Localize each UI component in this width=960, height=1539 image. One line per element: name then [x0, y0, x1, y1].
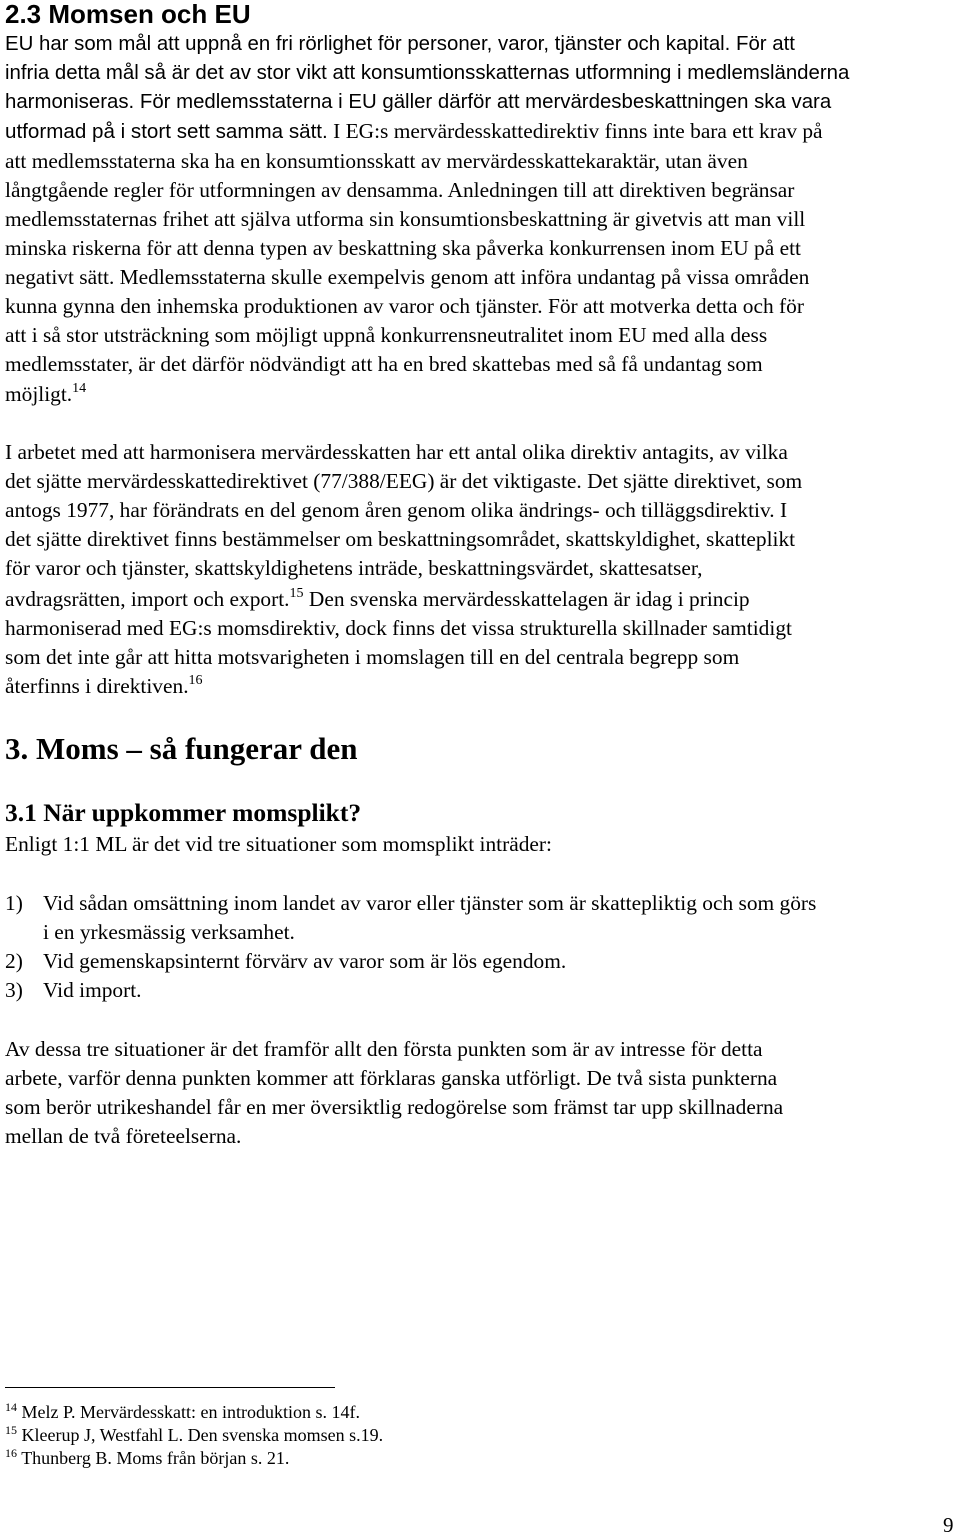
- paragraph-line: [5, 381, 86, 407]
- paragraph-text: kunna gynna den inhemska produktionen av varor och tjänster.: [5, 294, 543, 318]
- paragraph-line: arbete, varför denna punkten kommer att förklaras ganska utförligt. De två sista punkterna: [5, 1066, 778, 1090]
- paragraph-line: [5, 293, 804, 319]
- footnote-text: Kleerup J, Westfahl L. Den svenska momsen s.19.: [21, 1425, 384, 1445]
- footnote-separator: [5, 1387, 335, 1388]
- section-heading-3: 3. Moms – så fungerar den: [5, 731, 358, 766]
- paragraph-text: möjligt.: [5, 382, 73, 406]
- paragraph-line: [5, 177, 794, 203]
- paragraph-line: antogs 1977, har förändrats en del genom åren genom olika ändrings- och tilläggsdirektiv. I: [5, 498, 788, 522]
- paragraph-line: att medlemsstaterna ska ha en konsumtionsskatt av mervärdesskattekaraktär, utan även: [5, 149, 748, 173]
- paragraph-line: [5, 264, 809, 290]
- footnote-number: 14: [5, 1400, 17, 1414]
- paragraph-line: det sjätte mervärdesskattedirektivet (77/388/EEG) är det viktigaste. Det sjätte direktivet, som: [5, 469, 803, 493]
- footnote-15: [5, 1424, 383, 1446]
- paragraph-line: [5, 673, 203, 699]
- list-item-text: i en yrkesmässig verksamhet.: [43, 920, 295, 944]
- list-item-number: 1): [5, 891, 23, 915]
- list-item-text: Vid gemenskapsinternt förvärv av varor som är lös egendom.: [43, 949, 567, 973]
- paragraph-line: I arbetet med att harmonisera mervärdesskatten har ett antal olika direktiv antagits, av vilka: [5, 440, 788, 464]
- list-item-text: Vid sådan omsättning inom landet av varor eller tjänster som är skattepliktig och som görs: [43, 891, 817, 915]
- paragraph-line: som det inte går att hitta motsvarigheten i momslagen till en del centrala begrepp som: [5, 645, 740, 669]
- paragraph-line: medlemsstaternas frihet att själva utforma sin konsumtionsbeskattning är givetvis att man vill: [5, 207, 806, 231]
- paragraph-line: som berör utrikeshandel får en mer översiktlig redogörelse som främst tar upp skillnaderna: [5, 1095, 784, 1119]
- paragraph-line: [5, 119, 823, 144]
- paragraph-text: negativt sätt.: [5, 265, 115, 289]
- paragraph-line: infria detta mål så är det av stor vikt att konsumtionsskatternas utformning i medlemsländerna: [5, 62, 850, 84]
- footnote-ref-15[interactable]: 15: [289, 586, 304, 601]
- paragraph-line: det sjätte direktivet finns bestämmelser om beskattningsområdet, skattskyldighet, skatteplikt: [5, 527, 796, 551]
- paragraph-text: avdragsrätten, import och export.: [5, 587, 290, 611]
- paragraph-text: För att motverka detta och för: [542, 294, 804, 318]
- paragraph-text: långtgående regler för utformningen av densamma.: [5, 178, 444, 202]
- paragraph-line: [5, 586, 750, 612]
- list-item-number: 3): [5, 978, 23, 1002]
- footnote-text: Melz P. Mervärdesskatt: en introduktion s. 14f.: [21, 1402, 360, 1422]
- intro-line: Enligt 1:1 ML är det vid tre situationer som momsplikt inträder:: [5, 832, 552, 856]
- paragraph-text: utformad på i stort sett samma sätt.: [5, 120, 328, 143]
- paragraph-line: harmoniseras. För medlemsstaterna i EU gäller därför att mervärdesbeskattningen ska vara: [5, 91, 832, 113]
- page-number: 9: [943, 1513, 954, 1537]
- footnote-14: [5, 1401, 360, 1423]
- paragraph-text: återfinns i direktiven.: [5, 674, 189, 698]
- footnote-number: 15: [5, 1423, 17, 1437]
- footnote-ref-16[interactable]: 16: [188, 673, 203, 688]
- paragraph-text: Den svenska mervärdesskattelagen är idag i princip: [303, 587, 750, 611]
- paragraph-line: harmoniserad med EG:s momsdirektiv, dock finns det vissa strukturella skillnader samtidigt: [5, 616, 792, 640]
- paragraph-line: Av dessa tre situationer är det framför allt den första punkten som är av intresse för detta: [5, 1037, 763, 1061]
- paragraph-line: EU har som mål att uppnå en fri rörlighet för personer, varor, tjänster och kapital. För att: [5, 33, 795, 55]
- paragraph-line: mellan de två företeelserna.: [5, 1124, 242, 1148]
- footnote-text: Thunberg B. Moms från början s. 21.: [21, 1448, 290, 1468]
- paragraph-line: att i så stor utsträckning som möjligt uppnå konkurrensneutralitet inom EU med alla dess: [5, 323, 768, 347]
- footnote-number: 16: [5, 1446, 17, 1460]
- paragraph-text: Medlemsstaterna skulle exempelvis genom att införa undantag på vissa områden: [114, 265, 810, 289]
- footnote-ref-14[interactable]: 14: [72, 381, 87, 396]
- section-heading-3-1: 3.1 När uppkommer momsplikt?: [5, 798, 362, 827]
- paragraph-line: medlemsstater, är det därför nödvändigt att ha en bred skattebas med så få undantag som: [5, 352, 763, 376]
- paragraph-line: minska riskerna för att denna typen av beskattning ska påverka konkurrensen inom EU på ett: [5, 236, 801, 260]
- section-heading-2-3: 2.3 Momsen och EU: [5, 0, 251, 29]
- paragraph-text: I EG:s mervärdesskattedirektiv finns inte bara ett krav på: [327, 119, 823, 143]
- list-item-number: 2): [5, 949, 23, 973]
- paragraph-line: för varor och tjänster, skattskyldighetens inträde, beskattningsvärdet, skattesatser,: [5, 556, 703, 580]
- footnote-16: [5, 1447, 289, 1469]
- paragraph-text: Anledningen till att direktiven begränsar: [443, 178, 795, 202]
- list-item-text: Vid import.: [43, 978, 142, 1002]
